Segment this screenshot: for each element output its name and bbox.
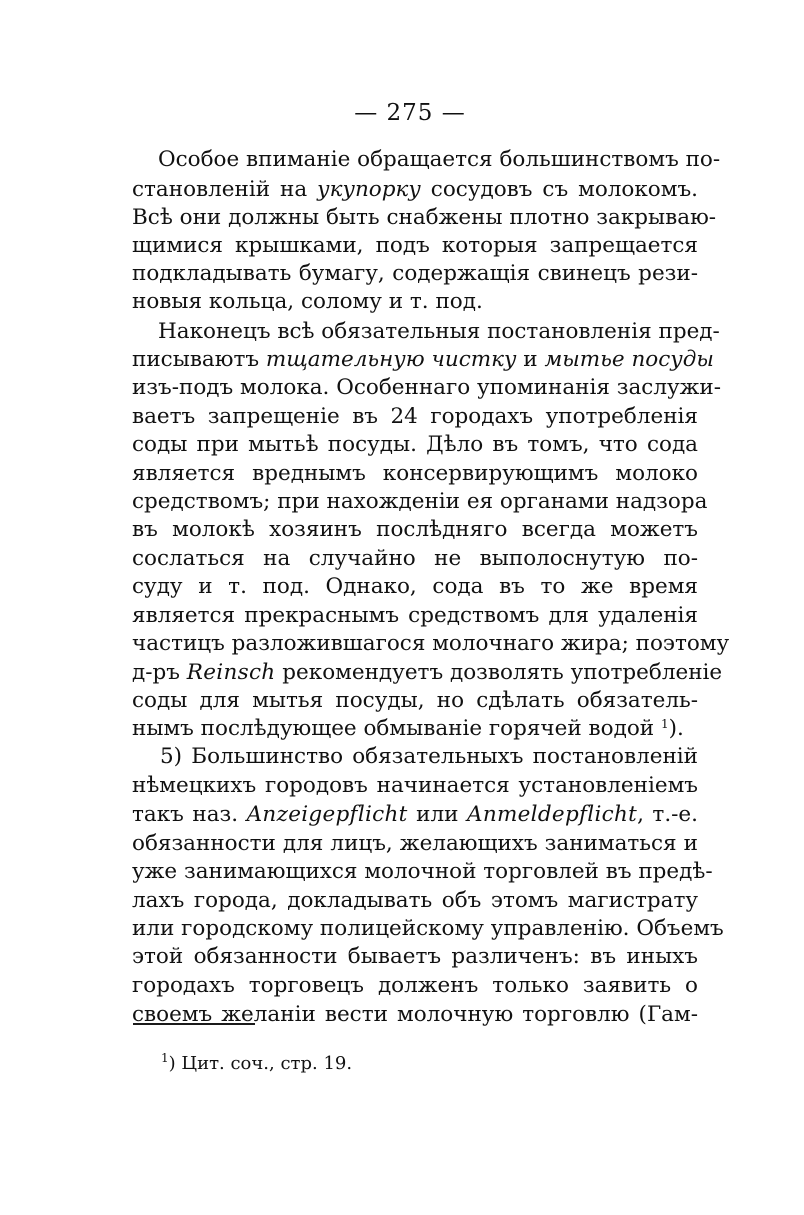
footnote-reference: 1 [660,717,669,731]
emphasis-term: мытье посуды [544,347,714,372]
text-line: щимися крышками, подъ которыя запрещается [132,233,698,258]
text-line: уже занимающихся молочной торговлей въ предѣ- [132,859,713,884]
footnote-text: ) Цит. соч., стр. 19. [168,1053,353,1074]
text-line: подкладывать бумагу, содержащія свинецъ рези- [132,261,698,286]
german-term: Anzeigepflicht [246,802,408,827]
page-number: — 275 — [354,100,466,126]
text-span: нымъ послѣдующее обмываніе горячей водой [132,716,655,741]
text-line: Всѣ они должны быть снабжены плотно закрываю- [132,205,717,230]
text-line: этой обязанности бываетъ различенъ: въ иныхъ [132,944,698,969]
text-line: частицъ разложившагося молочнаго жира; поэтому [132,631,730,656]
text-line: сослаться на случайно не выполоснутую по- [132,546,698,571]
text-line [132,658,723,688]
text-line: соды при мытьѣ посуды. Дѣло въ томъ, что сода [132,432,698,457]
text-span: сосудовъ съ молокомъ. [420,177,698,202]
text-span: становленій на [132,177,318,202]
text-line: средствомъ; при нахожденіи ея органами надзора [132,489,708,514]
text-line: городахъ торговецъ долженъ только заявить о [132,973,698,998]
text-line [132,800,698,830]
emphasis-term: укупорку [317,177,421,202]
text-line: своемъ желаніи вести молочную торговлю (Гам- [132,1002,698,1027]
text-span: , т.-е. [637,802,698,827]
text-line: ваетъ запрещеніе въ 24 городахъ употребленія [132,404,698,429]
german-term: Anmeldepflicht [467,802,638,827]
text-span: такъ наз. [132,802,247,827]
text-span: рекомендуетъ дозволять употребленіе [275,660,723,685]
text-line: новыя кольца, солому и т. под. [132,289,483,314]
footnote [161,1052,352,1076]
text-line: лахъ города, докладывать объ этомъ магистрату [132,888,698,913]
text-line: нѣмецкихъ городовъ начинается установленіемъ [132,773,698,798]
person-name: Reinsch [186,660,276,685]
text-line: въ молокѣ хозяинъ послѣдняго всегда можетъ [132,517,698,542]
text-line: или городскому полицейскому управленію. Объемъ [132,916,724,941]
text-line [132,714,698,744]
text-line: изъ-подъ молока. Особеннаго упоминанія заслужи- [132,375,722,400]
text-line: Особое впиманіе обращается большинствомъ по- [158,147,721,172]
text-line: является вреднымъ консервирующимъ молоко [132,461,698,486]
text-line [132,175,698,205]
text-span: или [407,802,467,827]
footnote-marker: 1 [161,1051,169,1065]
text-line: соды для мытья посуды, но сдѣлать обязатель- [132,688,698,713]
text-span: писываютъ [132,347,266,372]
text-line: является прекраснымъ средствомъ для удаленія [132,603,698,628]
text-span: д-ръ [132,660,187,685]
text-span: и [516,347,545,372]
text-span: ). [668,716,684,741]
text-line: Наконецъ всѣ обязательныя постановленія пред- [158,319,720,344]
footnote-divider [133,1023,255,1025]
text-line: суду и т. под. Однако, сода въ то же время [132,574,698,599]
text-line: 5) Большинство обязательныхъ постановленій [160,744,698,769]
text-line [132,345,714,375]
emphasis-term: тщательную чистку [265,347,517,372]
text-line: обязанности для лицъ, желающихъ заниматься и [132,831,698,856]
